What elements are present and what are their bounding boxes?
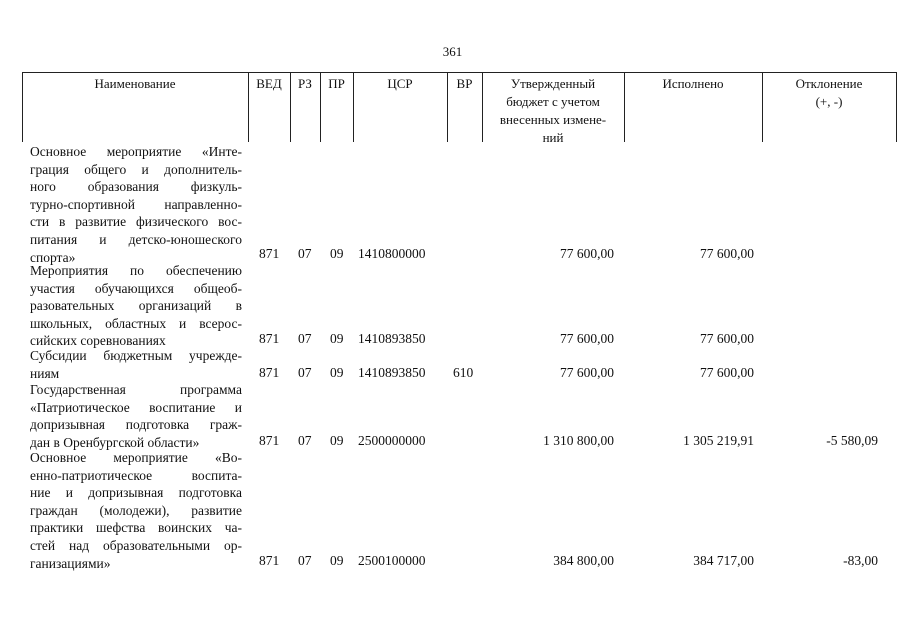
row-name: Субсидии бюджетным учрежде- ниям	[30, 348, 242, 381]
header-rz: РЗ	[298, 76, 312, 91]
row-approved: 77 600,00	[560, 365, 614, 380]
header-executed: Исполнено	[662, 76, 724, 91]
row-ved: 871	[259, 331, 280, 346]
row-name: Основное мероприятие «Во- енно-патриотическое воспита- ние и допризывная подготовка граждан (молодежи), развитие практики шефства воинских ча- стей над образовательными ор- ганизациями»	[30, 450, 242, 571]
row-ved: 871	[259, 433, 280, 448]
header-ved: ВЕД	[256, 76, 282, 91]
row-csr: 1410800000	[358, 246, 426, 261]
row-approved: 1 310 800,00	[543, 433, 614, 448]
row-rz: 07	[298, 246, 312, 261]
row-csr: 1410893850	[358, 331, 426, 346]
header-vr: ВР	[456, 76, 473, 91]
row-pr: 09	[330, 246, 344, 261]
row-rz: 07	[298, 553, 312, 568]
header-approved: Утвержденный бюджет с учетом внесенных измене- ний	[499, 76, 607, 145]
page-number: 361	[442, 44, 463, 59]
row-approved: 77 600,00	[560, 246, 614, 261]
row-approved: 77 600,00	[560, 331, 614, 346]
row-pr: 09	[330, 553, 344, 568]
row-pr: 09	[330, 365, 344, 380]
row-name: Мероприятия по обеспечению участия обучающихся общеоб- разовательных организаций в школьных, областных и всерос- сийских соревнованиях	[30, 263, 242, 349]
row-executed: 1 305 219,91	[683, 433, 754, 448]
row-pr: 09	[330, 331, 344, 346]
row-csr: 2500000000	[358, 433, 426, 448]
row-vr: 610	[453, 365, 474, 380]
row-csr: 2500100000	[358, 553, 426, 568]
row-executed: 77 600,00	[700, 365, 754, 380]
header-csr: ЦСР	[387, 76, 413, 91]
row-name: Основное мероприятие «Интe- грация общего и дополнитель- ного образования физкуль- турно-спортивной направленно- сти в развитие физического вос- питания и детско-юношеского спорта»	[30, 144, 242, 265]
header-deviation: Отклонение (+, -)	[795, 76, 863, 109]
header-divider	[896, 72, 897, 142]
row-executed: 384 717,00	[693, 553, 754, 568]
row-rz: 07	[298, 331, 312, 346]
row-deviation: -83,00	[843, 553, 878, 568]
row-executed: 77 600,00	[700, 331, 754, 346]
row-executed: 77 600,00	[700, 246, 754, 261]
row-rz: 07	[298, 365, 312, 380]
header-pr: ПР	[328, 76, 345, 91]
header-name: Наименование	[94, 76, 176, 91]
row-rz: 07	[298, 433, 312, 448]
row-ved: 871	[259, 553, 280, 568]
row-pr: 09	[330, 433, 344, 448]
row-ved: 871	[259, 365, 280, 380]
row-name: Государственная программа «Патриотическое воспитание и допризывная подготовка граж- дан в Оренбургской области»	[30, 382, 242, 450]
row-approved: 384 800,00	[553, 553, 614, 568]
header-top-border	[22, 72, 896, 73]
row-deviation: -5 580,09	[826, 433, 878, 448]
row-ved: 871	[259, 246, 280, 261]
row-csr: 1410893850	[358, 365, 426, 380]
